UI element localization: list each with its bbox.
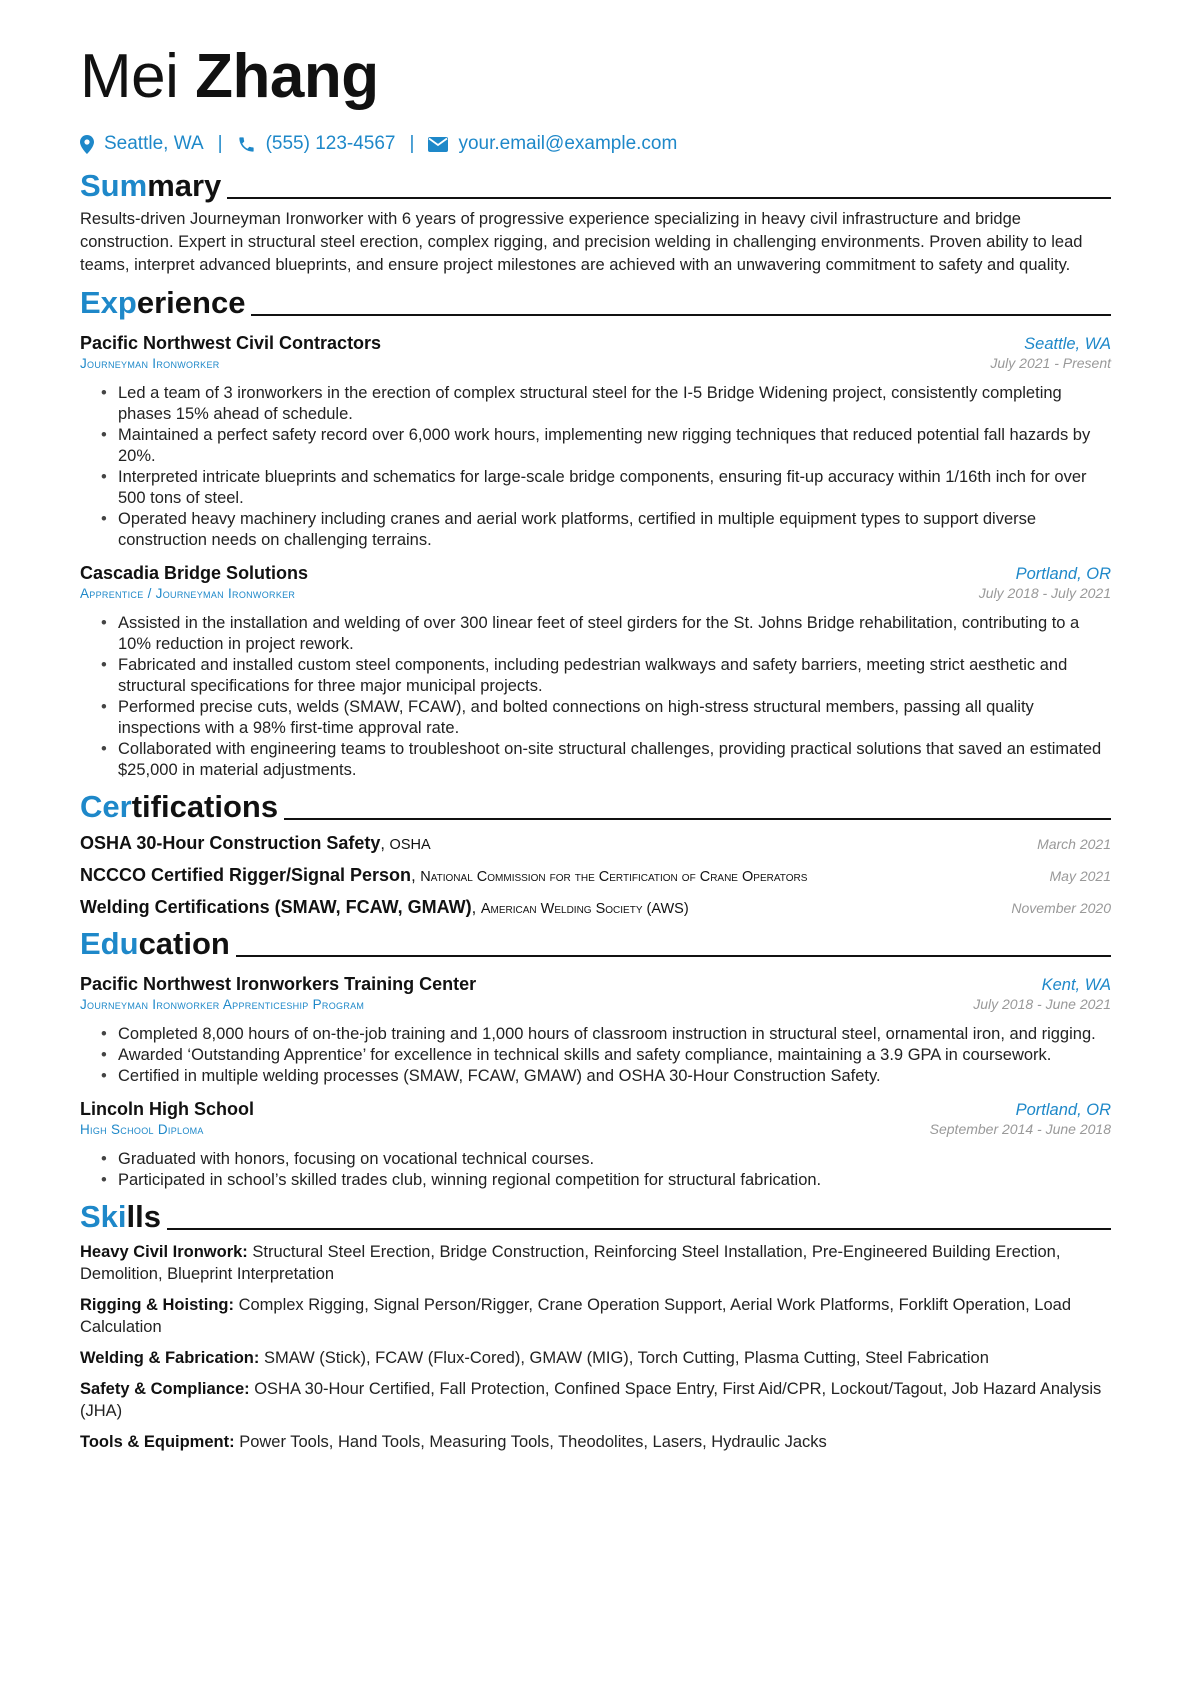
education-entry xyxy=(80,1099,1111,1191)
cert-org: OSHA xyxy=(389,837,431,853)
skill-label: Welding & Fabrication: xyxy=(80,1349,260,1367)
education-bullets xyxy=(80,1149,1111,1191)
experience-entry xyxy=(80,563,1111,781)
section-rule xyxy=(236,955,1111,957)
education-bullets xyxy=(80,1024,1111,1087)
envelope-icon xyxy=(428,137,448,152)
contact-email[interactable] xyxy=(428,133,677,155)
school-dates: July 2018 - June 2021 xyxy=(973,996,1111,1012)
bullet-item: • Performed precise cuts, welds (SMAW, FCAW), and bolted connections on high-stress structural members, passing all quality inspections with a 98% first-time approval rate. xyxy=(118,697,1111,739)
cert-org: American Welding Society (AWS) xyxy=(480,901,689,917)
bullet-item: • Fabricated and installed custom steel components, including pedestrian walkways and safety barriers, meeting strict aesthetic and structural specifications for three major municipal projects. xyxy=(118,655,1111,697)
bullet-item: • Completed 8,000 hours of on-the-job training and 1,000 hours of classroom instruction in structural steel, ornamental iron, and rigging. xyxy=(118,1024,1111,1045)
section-rule xyxy=(284,818,1111,820)
cert-name: Welding Certifications (SMAW, FCAW, GMAW) xyxy=(80,897,472,917)
skill-group xyxy=(80,1241,1111,1285)
school-location: Kent, WA xyxy=(1041,976,1111,994)
bullet-item: • Collaborated with engineering teams to troubleshoot on-site structural challenges, providing practical solutions that saved an estimated $25,000 in material adjustments. xyxy=(118,739,1111,781)
skills-heading xyxy=(80,1197,1111,1237)
certification-item: Welding Certifications (SMAW, FCAW, GMAW), American Welding Society (AWS) November 2020 xyxy=(80,897,1111,917)
bullet-item: • Assisted in the installation and welding of over 300 linear feet of steel girders for the St. Johns Bridge rehabilitation, contributing to a 10% reduction in project rework. xyxy=(118,613,1111,655)
section-rule xyxy=(251,314,1111,316)
company-name: Cascadia Bridge Solutions xyxy=(80,563,309,583)
skill-group xyxy=(80,1431,1111,1453)
education-entry xyxy=(80,974,1111,1087)
job-role: Journeyman Ironworker xyxy=(80,356,220,371)
skill-label: Heavy Civil Ironwork: xyxy=(80,1243,248,1261)
certification-item: OSHA 30-Hour Construction Safety, OSHA March 2021 xyxy=(80,833,1111,853)
cert-date: May 2021 xyxy=(1049,868,1111,884)
school-dates: September 2014 - June 2018 xyxy=(929,1121,1111,1137)
skill-label: Tools & Equipment: xyxy=(80,1433,235,1451)
section-title: Education xyxy=(80,926,230,961)
contact-separator: | xyxy=(409,133,415,154)
section-title: Certifications xyxy=(80,789,279,824)
skill-label: Rigging & Hoisting: xyxy=(80,1296,234,1314)
job-dates: July 2021 - Present xyxy=(990,355,1111,371)
contact-phone[interactable] xyxy=(237,133,396,155)
skill-values: Structural Steel Erection, Bridge Construction, Reinforcing Steel Installation, Pre-Engineered Building Erection, Demolition, Blueprint Interpretation xyxy=(80,1243,1061,1283)
skill-values: Power Tools, Hand Tools, Measuring Tools, Theodolites, Lasers, Hydraulic Jacks xyxy=(239,1433,827,1451)
skill-group xyxy=(80,1378,1111,1422)
experience-heading xyxy=(80,283,1111,323)
certifications-heading xyxy=(80,787,1111,827)
job-location: Portland, OR xyxy=(1015,565,1111,583)
section-rule xyxy=(167,1228,1111,1230)
job-bullets xyxy=(80,613,1111,781)
section-rule xyxy=(227,197,1111,199)
bullet-item: • Maintained a perfect safety record over 6,000 work hours, implementing new rigging techniques that reduced potential fall hazards by 20%. xyxy=(118,425,1111,467)
job-bullets xyxy=(80,383,1111,551)
program-name: Journeyman Ironworker Apprenticeship Program xyxy=(80,997,365,1012)
cert-name: NCCCO Certified Rigger/Signal Person xyxy=(80,865,412,885)
skill-group xyxy=(80,1294,1111,1338)
skill-values: SMAW (Stick), FCAW (Flux-Cored), GMAW (MIG), Torch Cutting, Plasma Cutting, Steel Fabrication xyxy=(263,1349,989,1367)
email-link[interactable]: your.email@example.com xyxy=(458,133,678,154)
section-title: Summary xyxy=(80,168,222,203)
bullet-item: • Awarded ‘Outstanding Apprentice’ for excellence in technical skills and safety compliance, maintaining a 3.9 GPA in coursework. xyxy=(118,1045,1111,1066)
school-name: Pacific Northwest Ironworkers Training Center xyxy=(80,974,477,994)
skill-label: Safety & Compliance: xyxy=(80,1380,250,1398)
phone-text: (555) 123-4567 xyxy=(265,133,396,154)
school-name: Lincoln High School xyxy=(80,1099,254,1119)
bullet-item: • Participated in school’s skilled trades club, winning regional competition for structural fabrication. xyxy=(118,1170,1111,1191)
summary-heading xyxy=(80,166,1111,206)
skill-values: OSHA 30-Hour Certified, Fall Protection, Confined Space Entry, First Aid/CPR, Lockout/Tagout, Job Hazard Analysis (JHA) xyxy=(80,1380,1102,1420)
section-title: Skills xyxy=(80,1199,161,1234)
program-name: High School Diploma xyxy=(80,1122,204,1137)
cert-org: National Commission for the Certification of Crane Operators xyxy=(420,869,808,885)
cert-date: November 2020 xyxy=(1011,900,1111,916)
contact-location xyxy=(80,133,204,155)
certification-item: NCCCO Certified Rigger/Signal Person, National Commission for the Certification of Crane Operators May 2021 xyxy=(80,865,1111,885)
candidate-name xyxy=(80,40,1111,114)
bullet-item: • Certified in multiple welding processes (SMAW, FCAW, GMAW) and OSHA 30-Hour Construction Safety. xyxy=(118,1066,1111,1087)
bullet-item: • Graduated with honors, focusing on vocational technical courses. xyxy=(118,1149,1111,1170)
skill-values: Complex Rigging, Signal Person/Rigger, Crane Operation Support, Aerial Work Platforms, Forklift Operation, Load Calculation xyxy=(80,1296,1072,1336)
experience-entry xyxy=(80,333,1111,551)
cert-date: March 2021 xyxy=(1037,836,1111,852)
job-location: Seattle, WA xyxy=(1024,335,1111,353)
company-name: Pacific Northwest Civil Contractors xyxy=(80,333,382,353)
last-name: Zhang xyxy=(195,42,379,111)
bullet-item: • Led a team of 3 ironworkers in the erection of complex structural steel for the I-5 Bridge Widening project, consistently completing phases 15% ahead of schedule. xyxy=(118,383,1111,425)
school-location: Portland, OR xyxy=(1015,1101,1111,1119)
phone-icon xyxy=(237,135,256,154)
job-dates: July 2018 - July 2021 xyxy=(978,585,1111,601)
map-pin-icon xyxy=(80,135,94,154)
summary-text: Results-driven Journeyman Ironworker with 6 years of progressive experience specializing in heavy civil infrastructure and bridge construction. Expert in structural steel erection, complex rigging, and precision welding in challenging environments. Proven ability to lead teams, interpret advanced blueprints, and ensure project milestones are achieved with an unwavering commitment to safety and quality. xyxy=(80,210,1083,274)
location-text: Seattle, WA xyxy=(104,133,204,154)
skill-group xyxy=(80,1347,1111,1369)
contact-separator: | xyxy=(217,133,223,154)
bullet-item: • Operated heavy machinery including cranes and aerial work platforms, certified in multiple equipment types to support diverse construction needs on challenging terrains. xyxy=(118,509,1111,551)
education-heading xyxy=(80,924,1111,964)
cert-name: OSHA 30-Hour Construction Safety xyxy=(80,833,381,853)
bullet-item: • Interpreted intricate blueprints and schematics for large-scale bridge components, ensuring fit-up accuracy within 1/16th inch for over 500 tons of steel. xyxy=(118,467,1111,509)
contact-bar xyxy=(80,130,1111,158)
section-title: Experience xyxy=(80,285,246,320)
job-role: Apprentice / Journeyman Ironworker xyxy=(80,586,296,601)
first-name: Mei xyxy=(80,42,179,111)
